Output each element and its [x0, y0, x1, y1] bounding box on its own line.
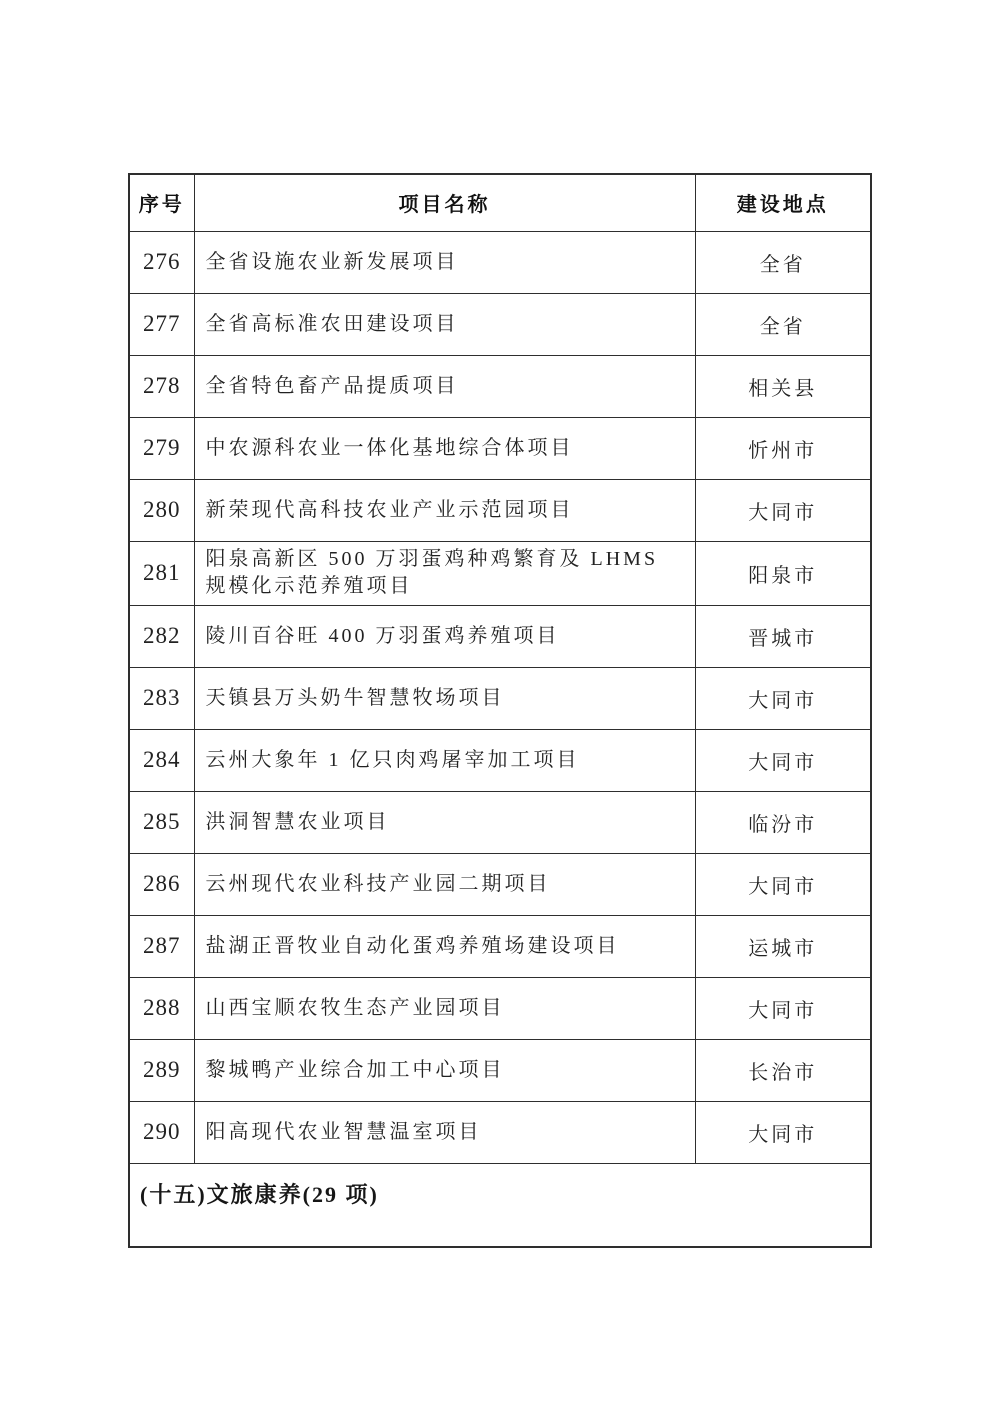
table-row [129, 667, 871, 729]
table-row [129, 729, 871, 791]
cell-location: 大同市 [695, 729, 871, 791]
cell-name: 全省高标准农田建设项目 [194, 293, 695, 355]
cell-location: 晋城市 [695, 605, 871, 667]
cell-location: 大同市 [695, 853, 871, 915]
cell-no: 276 [129, 231, 194, 293]
cell-no: 285 [129, 791, 194, 853]
cell-location: 忻州市 [695, 417, 871, 479]
header-cell-no: 序号 [129, 174, 194, 231]
table-row [129, 1039, 871, 1101]
section-footer-label: (十五)文旅康养(29 项) [129, 1163, 871, 1247]
table-row [129, 915, 871, 977]
cell-name: 黎城鸭产业综合加工中心项目 [194, 1039, 695, 1101]
header-cell-location: 建设地点 [695, 174, 871, 231]
section-footer-row [129, 1163, 871, 1247]
cell-no: 281 [129, 541, 194, 605]
cell-no: 289 [129, 1039, 194, 1101]
cell-location: 全省 [695, 293, 871, 355]
cell-location: 大同市 [695, 977, 871, 1039]
table-row [129, 293, 871, 355]
table-row [129, 355, 871, 417]
cell-no: 282 [129, 605, 194, 667]
cell-name: 全省设施农业新发展项目 [194, 231, 695, 293]
table-row [129, 977, 871, 1039]
cell-no: 283 [129, 667, 194, 729]
cell-location: 阳泉市 [695, 541, 871, 605]
cell-location: 大同市 [695, 1101, 871, 1163]
cell-no: 287 [129, 915, 194, 977]
cell-name: 盐湖正晋牧业自动化蛋鸡养殖场建设项目 [194, 915, 695, 977]
cell-no: 288 [129, 977, 194, 1039]
table-row [129, 605, 871, 667]
cell-no: 290 [129, 1101, 194, 1163]
header-cell-name: 项目名称 [194, 174, 695, 231]
cell-location: 全省 [695, 231, 871, 293]
cell-name: 全省特色畜产品提质项目 [194, 355, 695, 417]
cell-name: 云州现代农业科技产业园二期项目 [194, 853, 695, 915]
cell-name: 陵川百谷旺 400 万羽蛋鸡养殖项目 [194, 605, 695, 667]
cell-no: 278 [129, 355, 194, 417]
cell-name: 阳泉高新区 500 万羽蛋鸡种鸡繁育及 LHMS 规模化示范养殖项目 [194, 541, 695, 605]
table-row [129, 417, 871, 479]
table-row [129, 541, 871, 605]
table-row [129, 231, 871, 293]
cell-name: 天镇县万头奶牛智慧牧场项目 [194, 667, 695, 729]
cell-location: 大同市 [695, 479, 871, 541]
cell-name: 新荣现代高科技农业产业示范园项目 [194, 479, 695, 541]
cell-location: 长治市 [695, 1039, 871, 1101]
table-row [129, 791, 871, 853]
cell-no: 280 [129, 479, 194, 541]
cell-no: 284 [129, 729, 194, 791]
cell-location: 临汾市 [695, 791, 871, 853]
cell-no: 286 [129, 853, 194, 915]
table-row [129, 853, 871, 915]
cell-name: 洪洞智慧农业项目 [194, 791, 695, 853]
project-table [128, 173, 872, 1248]
cell-no: 277 [129, 293, 194, 355]
cell-name: 山西宝顺农牧生态产业园项目 [194, 977, 695, 1039]
table-row [129, 1101, 871, 1163]
cell-no: 279 [129, 417, 194, 479]
cell-name: 云州大象年 1 亿只肉鸡屠宰加工项目 [194, 729, 695, 791]
cell-location: 大同市 [695, 667, 871, 729]
table-row [129, 479, 871, 541]
cell-name: 中农源科农业一体化基地综合体项目 [194, 417, 695, 479]
cell-name: 阳高现代农业智慧温室项目 [194, 1101, 695, 1163]
table-header-row [129, 174, 871, 231]
cell-location: 运城市 [695, 915, 871, 977]
cell-location: 相关县 [695, 355, 871, 417]
